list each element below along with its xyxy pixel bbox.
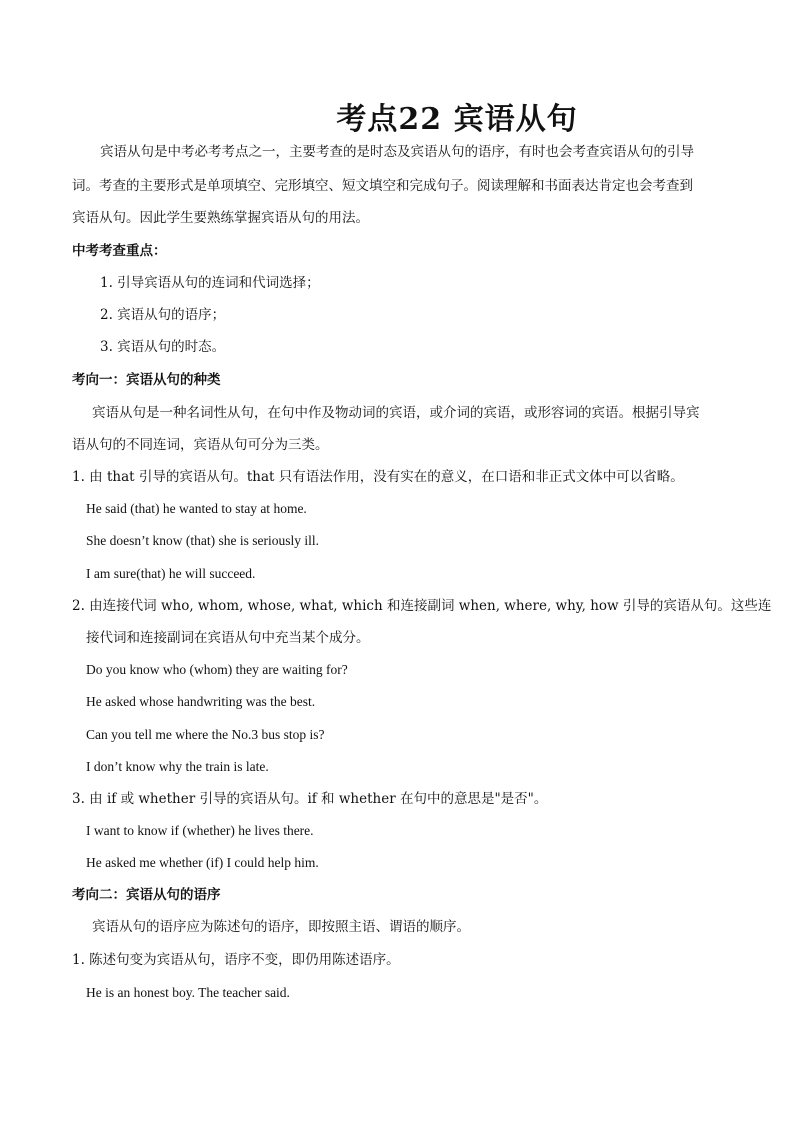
section2-heading: 考向二：宾语从句的语序 xyxy=(72,887,221,903)
example-sentence: He said (that) he wanted to stay at home. xyxy=(86,501,307,516)
example-sentence: He is an honest boy. The teacher said. xyxy=(86,985,290,1000)
example-sentence: Do you know who (whom) they are waiting for? xyxy=(86,662,348,677)
example-sentence: She doesn’t know (that) she is seriously ill. xyxy=(86,533,319,548)
section1-heading: 考向一：宾语从句的种类 xyxy=(72,372,221,388)
focus-item-3: 3. 宾语从句的时态。 xyxy=(100,339,226,355)
section2-intro: 宾语从句的语序应为陈述句的语序，即按照主语、谓语的顺序。 xyxy=(92,919,470,935)
focus-item-1: 1. 引导宾语从句的连词和代词选择； xyxy=(100,275,320,291)
section1-intro-line-2: 语从句的不同连词，宾语从句可分为三类。 xyxy=(72,437,329,453)
focus-item-2: 2. 宾语从句的语序； xyxy=(100,307,226,323)
intro-line-3: 宾语从句。因此学生要熟练掌握宾语从句的用法。 xyxy=(72,210,369,226)
example-sentence: I don’t know why the train is late. xyxy=(86,759,269,774)
example-sentence: He asked me whether (if) I could help him. xyxy=(86,855,319,870)
example-sentence: Can you tell me where the No.3 bus stop is? xyxy=(86,727,325,742)
example-sentence: I am sure(that) he will succeed. xyxy=(86,566,256,581)
example-sentence: I want to know if (whether) he lives there. xyxy=(86,823,314,838)
section1-intro-line-1: 宾语从句是一种名词性从句，在句中作及物动词的宾语，或介词的宾语，或形容词的宾语。根据引导宾 xyxy=(92,405,700,421)
intro-line-1: 宾语从句是中考必考考点之一，主要考查的是时态及宾语从句的语序，有时也会考查宾语从句的引导 xyxy=(100,144,694,160)
focus-heading: 中考考查重点： xyxy=(72,243,167,259)
section1-point-2-line-1: 2. 由连接代词 who, whom, whose, what, which 和连接副词 when, where, why, how 引导的宾语从句。这些连 xyxy=(72,598,772,614)
section1-point-3: 3. 由 if 或 whether 引导的宾语从句。if 和 whether 在句中的意思是"是否"。 xyxy=(72,791,548,807)
intro-line-2: 词。考查的主要形式是单项填空、完形填空、短文填空和完成句子。阅读理解和书面表达肯定也会考查到 xyxy=(72,178,693,194)
example-sentence: He asked whose handwriting was the best. xyxy=(86,694,316,709)
section1-point-2-line-2: 接代词和连接副词在宾语从句中充当某个成分。 xyxy=(86,630,370,646)
section2-point-1: 1. 陈述句变为宾语从句，语序不变，即仍用陈述语序。 xyxy=(72,952,400,968)
page-title: 考点22 宾语从句 xyxy=(336,102,578,137)
section1-point-1: 1. 由 that 引导的宾语从句。that 只有语法作用，没有实在的意义，在口语和非正式文体中可以省略。 xyxy=(72,469,684,485)
